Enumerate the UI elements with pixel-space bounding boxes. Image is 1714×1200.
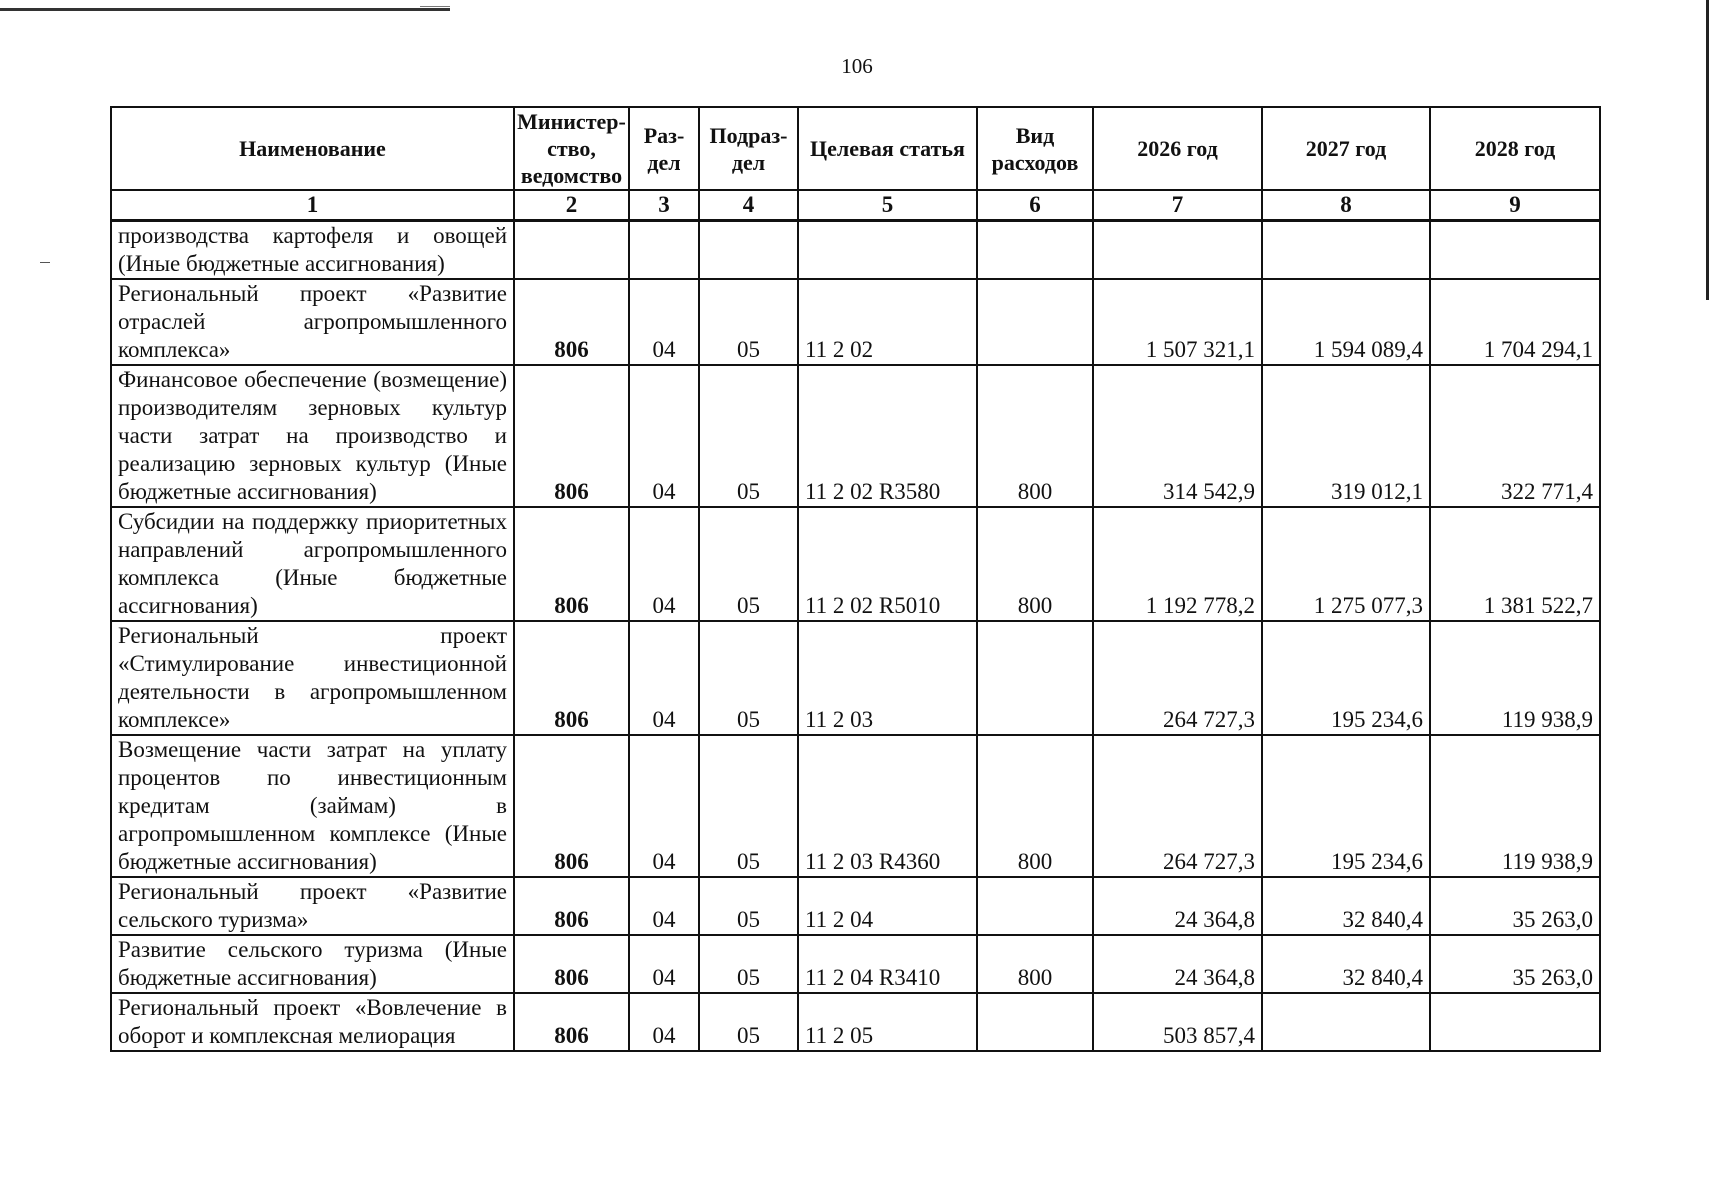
header-target: Целевая статья [798, 107, 977, 190]
row-section: 04 [629, 877, 699, 935]
header-name: Наименование [111, 107, 514, 190]
column-number: 1 [111, 190, 514, 221]
scan-edge-line [1706, 0, 1709, 300]
page-number: 106 [841, 54, 873, 78]
row-name: производства картофеля и овощей (Иные бюджетные ассигнования) [111, 221, 514, 280]
row-subsection: 05 [699, 993, 798, 1051]
row-section: 04 [629, 365, 699, 507]
row-section: 04 [629, 993, 699, 1051]
row-name: Развитие сельского туризма (Иные бюджетные ассигнования) [111, 935, 514, 993]
row-subsection: 05 [699, 621, 798, 735]
row-target [798, 221, 977, 280]
table-row [111, 365, 1600, 507]
row-section: 04 [629, 507, 699, 621]
row-section: 04 [629, 735, 699, 877]
row-ministry: 806 [514, 735, 629, 877]
table-row [111, 735, 1600, 877]
header-section: Раз-дел [629, 107, 699, 190]
scan-mark [40, 262, 50, 263]
row-name: Региональный проект «Вовлечение в оборот и комплексная мелиорация [111, 993, 514, 1051]
row-expense-type: 800 [977, 365, 1093, 507]
row-2027 [1262, 993, 1430, 1051]
column-number: 5 [798, 190, 977, 221]
row-2027: 32 840,4 [1262, 877, 1430, 935]
row-2028 [1430, 993, 1600, 1051]
row-expense-type [977, 621, 1093, 735]
row-name: Региональный проект «Развитие отраслей агропромышленного комплекса» [111, 279, 514, 365]
row-ministry: 806 [514, 877, 629, 935]
row-2026: 264 727,3 [1093, 735, 1262, 877]
row-expense-type [977, 993, 1093, 1051]
row-2026: 24 364,8 [1093, 935, 1262, 993]
row-2028: 1 381 522,7 [1430, 507, 1600, 621]
row-ministry: 806 [514, 621, 629, 735]
row-2027: 195 234,6 [1262, 621, 1430, 735]
row-subsection [699, 221, 798, 280]
row-2027: 1 275 077,3 [1262, 507, 1430, 621]
row-2026: 24 364,8 [1093, 877, 1262, 935]
row-expense-type [977, 877, 1093, 935]
header-ministry: Министер-ство, ведомство [514, 107, 629, 190]
row-expense-type: 800 [977, 735, 1093, 877]
header-2028: 2028 год [1430, 107, 1600, 190]
row-section: 04 [629, 935, 699, 993]
row-2028: 119 938,9 [1430, 621, 1600, 735]
header-2026: 2026 год [1093, 107, 1262, 190]
column-number: 9 [1430, 190, 1600, 221]
row-section: 04 [629, 279, 699, 365]
column-number: 3 [629, 190, 699, 221]
header-subsection: Подраз-дел [699, 107, 798, 190]
row-expense-type [977, 221, 1093, 280]
table-row [111, 935, 1600, 993]
row-section: 04 [629, 621, 699, 735]
header-2027: 2027 год [1262, 107, 1430, 190]
column-number: 7 [1093, 190, 1262, 221]
row-ministry: 806 [514, 507, 629, 621]
row-2027: 195 234,6 [1262, 735, 1430, 877]
column-number: 6 [977, 190, 1093, 221]
row-name: Финансовое обеспечение (возмещение) производителям зерновых культур части затрат на производство и реализацию зерновых культур (Иные бюджетные ассигнования) [111, 365, 514, 507]
table-row [111, 621, 1600, 735]
row-2026: 1 192 778,2 [1093, 507, 1262, 621]
row-target: 11 2 05 [798, 993, 977, 1051]
top-rule-line [0, 8, 450, 11]
row-2027 [1262, 221, 1430, 280]
row-ministry: 806 [514, 279, 629, 365]
table-row [111, 507, 1600, 621]
column-number: 2 [514, 190, 629, 221]
row-2028: 1 704 294,1 [1430, 279, 1600, 365]
row-ministry: 806 [514, 935, 629, 993]
row-ministry: 806 [514, 993, 629, 1051]
row-target: 11 2 02 R5010 [798, 507, 977, 621]
row-subsection: 05 [699, 735, 798, 877]
row-target: 11 2 02 R3580 [798, 365, 977, 507]
table-row [111, 221, 1600, 280]
row-target: 11 2 02 [798, 279, 977, 365]
row-expense-type: 800 [977, 935, 1093, 993]
row-2027: 319 012,1 [1262, 365, 1430, 507]
row-2026: 503 857,4 [1093, 993, 1262, 1051]
row-section [629, 221, 699, 280]
header-row [111, 107, 1600, 190]
row-2026: 314 542,9 [1093, 365, 1262, 507]
row-2027: 32 840,4 [1262, 935, 1430, 993]
row-expense-type: 800 [977, 507, 1093, 621]
table-row [111, 877, 1600, 935]
row-target: 11 2 04 [798, 877, 977, 935]
row-name: Региональный проект «Развитие сельского туризма» [111, 877, 514, 935]
row-name: Возмещение части затрат на уплату процентов по инвестиционным кредитам (займам) в агропромышленном комплексе (Иные бюджетные ассигнования) [111, 735, 514, 877]
row-2026: 1 507 321,1 [1093, 279, 1262, 365]
row-subsection: 05 [699, 507, 798, 621]
header-expense-type: Вид расходов [977, 107, 1093, 190]
row-2026: 264 727,3 [1093, 621, 1262, 735]
row-target: 11 2 03 [798, 621, 977, 735]
row-name: Региональный проект «Стимулирование инвестиционной деятельности в агропромышленном комплексе» [111, 621, 514, 735]
row-ministry [514, 221, 629, 280]
row-subsection: 05 [699, 877, 798, 935]
row-2028: 35 263,0 [1430, 935, 1600, 993]
row-target: 11 2 03 R4360 [798, 735, 977, 877]
row-name: Субсидии на поддержку приоритетных направлений агропромышленного комплекса (Иные бюджетные ассигнования) [111, 507, 514, 621]
row-2028: 322 771,4 [1430, 365, 1600, 507]
row-ministry: 806 [514, 365, 629, 507]
row-subsection: 05 [699, 935, 798, 993]
column-number-row [111, 190, 1600, 221]
top-rule-line-thin [420, 6, 450, 7]
budget-table [110, 106, 1601, 1052]
row-subsection: 05 [699, 279, 798, 365]
table-row [111, 993, 1600, 1051]
row-target: 11 2 04 R3410 [798, 935, 977, 993]
row-2026 [1093, 221, 1262, 280]
row-subsection: 05 [699, 365, 798, 507]
table-row [111, 279, 1600, 365]
column-number: 4 [699, 190, 798, 221]
row-2028: 119 938,9 [1430, 735, 1600, 877]
row-2028 [1430, 221, 1600, 280]
column-number: 8 [1262, 190, 1430, 221]
row-2028: 35 263,0 [1430, 877, 1600, 935]
row-2027: 1 594 089,4 [1262, 279, 1430, 365]
row-expense-type [977, 279, 1093, 365]
